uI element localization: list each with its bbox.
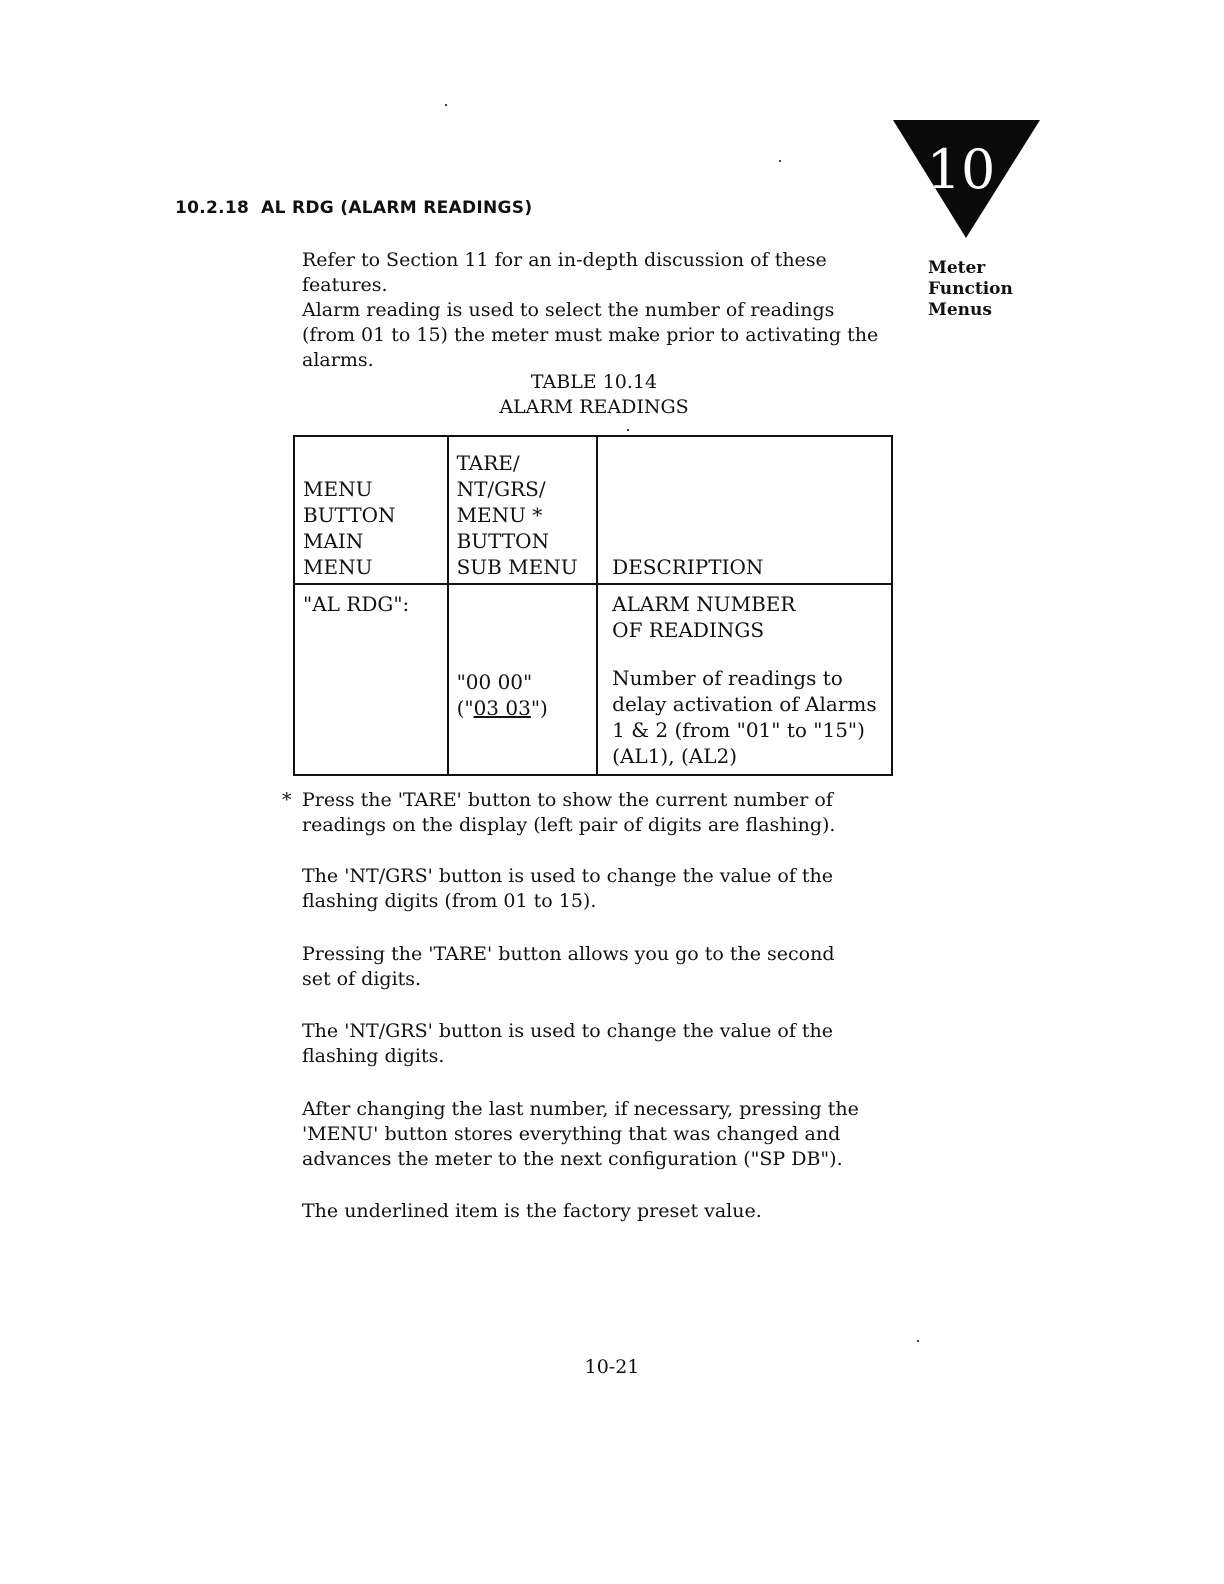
sub-menu-value: "00 00" [456,670,533,694]
scan-speck [779,160,781,162]
description-line: delay activation of Alarms [612,692,877,716]
section-title: AL RDG (ALARM READINGS) [261,198,533,218]
header-line: MENU [303,477,373,501]
header-description [597,436,892,584]
main-menu-value: "AL RDG": [303,592,410,616]
header-line: MAIN MENU [303,529,373,579]
header-main-menu [294,436,448,584]
header-line: BUTTON [456,529,550,553]
header-line: DESCRIPTION [612,555,764,579]
description-line: Number of readings to [612,666,843,690]
note-ntgrs-1: The 'NT/GRS' button is used to change the value of the flashing digits (from 01 to 15). [302,865,834,912]
section-number: 10.2.18 [175,198,250,218]
header-line: BUTTON [303,503,396,527]
cell-sub-menu [448,584,598,775]
factory-default-value: 03 03 [473,696,531,720]
footnote-tare-text: Press the 'TARE' button to show the current number of readings on the display (left pair of digits are flashing). [302,789,836,836]
description-line: (AL1), (AL2) [612,744,737,768]
description-title: ALARM NUMBER [612,592,796,616]
header-line: TARE/ [456,451,520,475]
header-line: MENU * [456,503,543,527]
page-number: 10-21 [584,1356,640,1378]
note-ntgrs-2: The 'NT/GRS' button is used to change the value of the flashing digits. [302,1020,834,1067]
chapter-triangle-icon [893,118,1040,240]
paren-open: (" [456,696,474,720]
description-line: 1 & 2 (from "01" to "15") [612,718,865,742]
chapter-label-line: Menus [928,300,992,320]
chapter-label-line: Meter [928,258,986,278]
description-title: OF READINGS [612,618,765,642]
purpose-paragraph: Alarm reading is used to select the number of readings (from 01 to 15) the meter must make prior to activating the alarms. [302,299,879,371]
table-caption-title: ALARM READINGS [499,396,689,418]
chapter-label [928,258,1013,321]
sub-menu-default [457,695,589,721]
alarm-readings-table [293,435,893,776]
chapter-tab-badge [893,118,1040,240]
table-header-row [294,436,892,584]
footnote-asterisk: * [282,789,292,811]
scan-speck [627,429,629,431]
table-caption-number: TABLE 10.14 [530,371,658,393]
note-tare-2: Pressing the 'TARE' button allows you go to the second set of digits. [302,943,835,990]
chapter-number: 10 [926,138,996,201]
note-underline: The underlined item is the factory preset value. [302,1200,762,1222]
section-heading [175,198,532,218]
header-line: SUB MENU [456,555,578,579]
table-caption [444,370,744,420]
header-sub-menu [448,436,598,584]
intro-paragraph: Refer to Section 11 for an in-depth discussion of these features. [302,249,827,296]
cell-description [597,584,892,775]
note-menu: After changing the last number, if necessary, pressing the 'MENU' button stores everything that was changed and advances the meter to the next configuration ("SP DB"). [302,1098,859,1170]
chapter-label-line: Function [928,279,1013,299]
scan-speck [917,1340,919,1342]
paren-close: ") [530,696,548,720]
cell-main-menu [294,584,448,775]
footnote-tare [282,788,902,838]
scan-speck [445,104,447,106]
header-line: NT/GRS/ [456,477,546,501]
table-row [294,584,892,775]
